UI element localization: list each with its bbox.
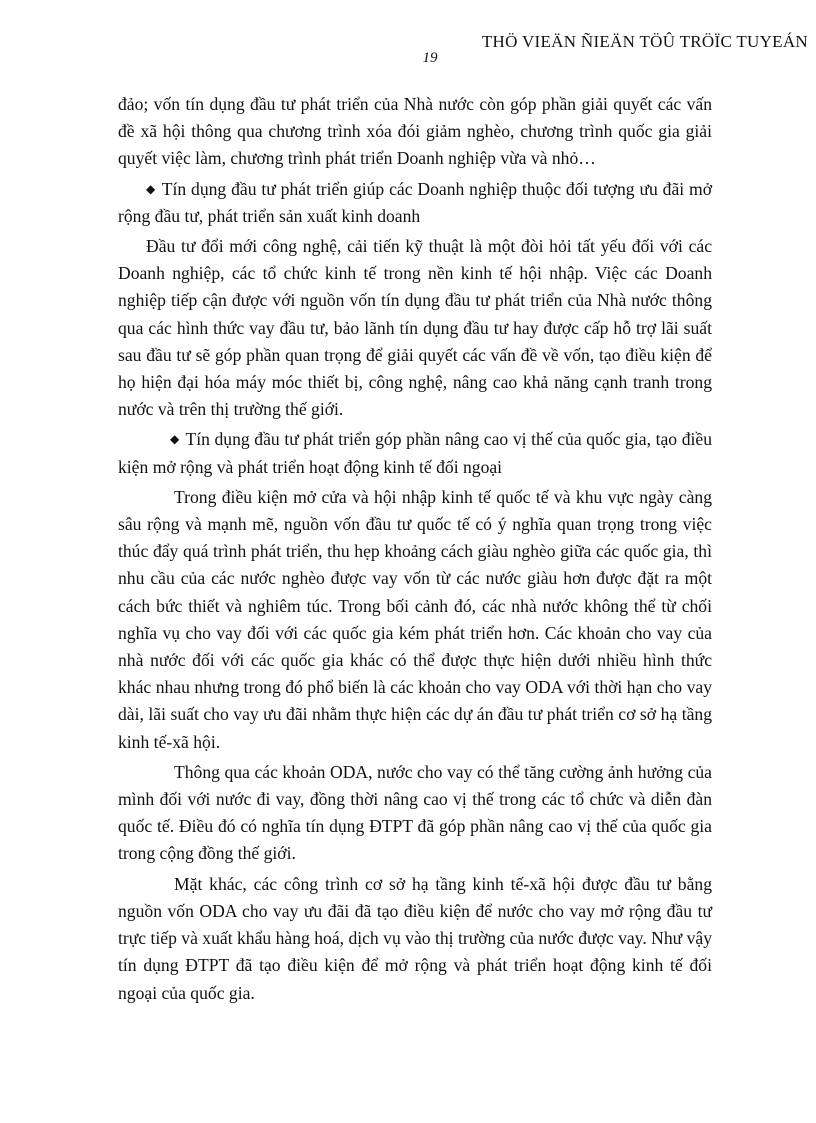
paragraph-2: Đầu tư đổi mới công nghệ, cải tiến kỹ thuật là một đòi hỏi tất yếu đối với các Doanh nghiệp, các tổ chức kinh tế trong nền kinh tế hội nhập. Việc các Doanh nghiệp tiếp cận được với nguồn vốn tín dụng đầu tư phát triển của Nhà nước thông qua các hình thức vay đầu tư, bảo lãnh tín dụng đầu tư hay được cấp hỗ trợ lãi suất sau đầu tư sẽ góp phần quan trọng để giải quyết các vấn đề về vốn, tạo điều kiện để họ hiện đại hóa máy móc thiết bị, công nghệ, nâng cao khả năng cạnh tranh trong nước và trên thị trường thế giới. xyxy=(118,236,712,420)
paragraph-5: Mặt khác, các công trình cơ sở hạ tầng kinh tế-xã hội được đầu tư bằng nguồn vốn ODA cho vay ưu đãi đã tạo điều kiện để nước cho vay mở rộng đầu tư trực tiếp và xuất khẩu hàng hoá, dịch vụ vào thị trường của nước được vay. Như vậy tín dụng ĐTPT đã tạo điều kiện để mở rộng và phát triển hoạt động kinh tế đối ngoại của quốc gia. xyxy=(118,873,712,1003)
library-header: THÖ VIEÄN ÑIEÄN TÖÛ TRÖÏC TUYEÁN xyxy=(481,32,808,51)
page-number: 19 xyxy=(422,50,438,66)
paragraph-1: đảo; vốn tín dụng đầu tư phát triển của Nhà nước còn góp phần giải quyết các vấn đề xã hội thông qua chương trình xóa đói giảm nghèo, chương trình quốc gia giải quyết việc làm, chương trình phát triển Doanh nghiệp vừa và nhỏ… xyxy=(118,94,712,169)
bullet-text-2: Tín dụng đầu tư phát triển góp phần nâng cao vị thế của quốc gia, tạo điều kiện mở rộng và phát triển hoạt động kinh tế đối ngoại xyxy=(118,429,712,477)
paragraph-3: Trong điều kiện mở cửa và hội nhập kinh tế quốc tế và khu vực ngày càng sâu rộng và mạnh mẽ, nguồn vốn đầu tư quốc tế có ý nghĩa quan trọng trong việc thúc đẩy quá trình phát triển, thu hẹp khoảng cách giàu nghèo giữa các quốc gia, thì nhu cầu của các nước nghèo được vay vốn từ các nước giàu hơn được đặt ra một cách bức thiết và nghiêm túc. Trong bối cảnh đó, các nhà nước không thể từ chối nghĩa vụ cho vay đối với các quốc gia kém phát triển hơn. Các khoản cho vay của nhà nước đối với các quốc gia khác có thể được thực hiện dưới nhiều hình thức khác nhau nhưng trong đó phổ biến là các khoản cho vay ODA với thời hạn cho vay dài, lãi suất cho vay ưu đãi nhằm thực hiện các dự án đầu tư phát triển cơ sở hạ tầng kinh tế-xã hội. xyxy=(118,486,712,752)
diamond-bullet-icon: ◆ xyxy=(170,432,180,447)
page-body xyxy=(118,91,712,1007)
bullet-item-1 xyxy=(118,176,712,230)
diamond-bullet-icon: ◆ xyxy=(146,181,156,196)
paragraph-4: Thông qua các khoản ODA, nước cho vay có thể tăng cường ảnh hưởng của mình đối với nước đi vay, đồng thời nâng cao vị thế trong các tổ chức và diễn đàn quốc tế. Điều đó có nghĩa tín dụng ĐTPT đã góp phần nâng cao vị thế của quốc gia trong cộng đồng thế giới. xyxy=(118,761,712,864)
bullet-item-2 xyxy=(118,426,712,480)
bullet-text-1: Tín dụng đầu tư phát triển giúp các Doanh nghiệp thuộc đối tượng ưu đãi mở rộng đầu tư, phát triển sản xuất kinh doanh xyxy=(118,178,713,226)
